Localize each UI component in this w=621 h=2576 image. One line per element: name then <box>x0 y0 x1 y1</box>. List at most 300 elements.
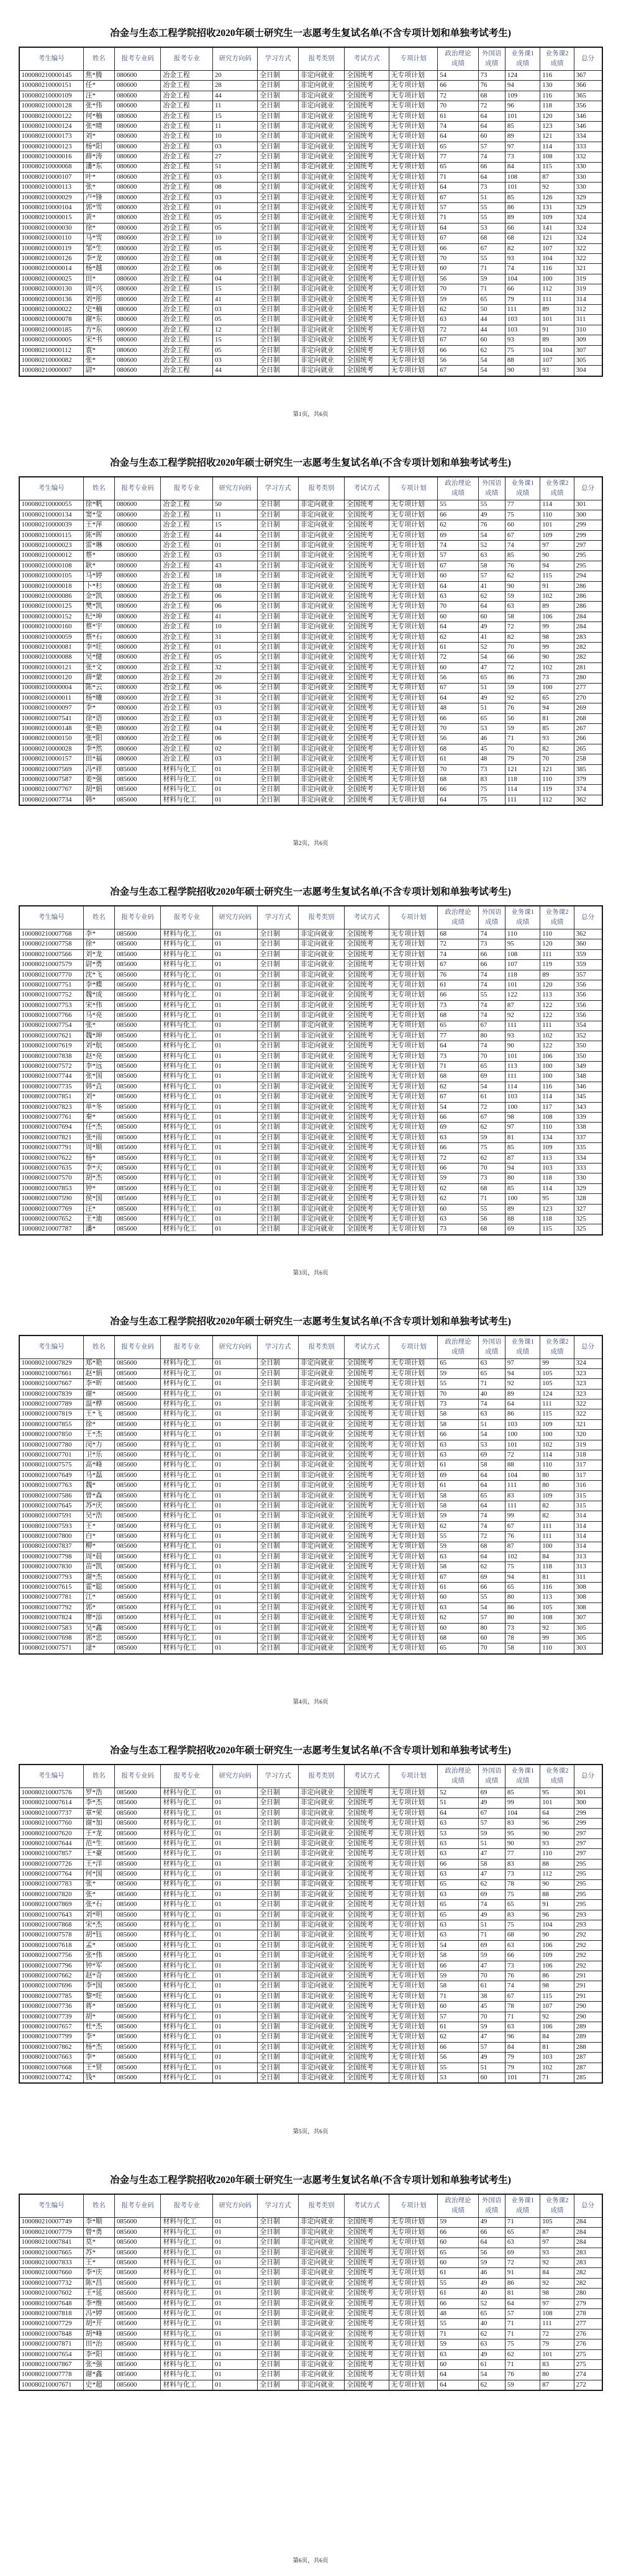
cell-language-score: 60 <box>478 335 505 345</box>
cell-total-score: 293 <box>574 1910 602 1920</box>
cell-direction-code: 15 <box>212 111 257 121</box>
cell-politics-score: 64 <box>438 223 478 233</box>
cell-total-score: 291 <box>574 1991 602 2001</box>
cell-politics-score: 77 <box>438 1031 478 1041</box>
table-row <box>19 335 602 345</box>
cell-course1-score: 71 <box>505 2329 540 2339</box>
cell-category: 非定向就业 <box>298 1869 344 1879</box>
cell-course1-score: 63 <box>505 1940 540 1950</box>
cell-course1-score: 87 <box>505 1153 540 1163</box>
table-row <box>19 355 602 365</box>
cell-direction-code: 01 <box>212 1041 257 1051</box>
cell-category: 非定向就业 <box>298 1572 344 1582</box>
cell-course2-score: 110 <box>540 1643 574 1654</box>
cell-politics-score: 63 <box>438 1450 478 1460</box>
cell-course1-score: 62 <box>505 571 540 581</box>
cell-course2-score: 92 <box>540 1623 574 1633</box>
cell-language-score: 73 <box>478 1173 505 1183</box>
cell-politics-score: 66 <box>438 1163 478 1173</box>
table-row <box>19 1470 602 1480</box>
cell-exam-mode: 全国统考 <box>345 2248 389 2257</box>
cell-direction-code: 01 <box>212 1153 257 1163</box>
cell-course2-score: 110 <box>540 1849 574 1859</box>
cell-course2-score: 104 <box>540 345 574 355</box>
cell-major: 材料与化工 <box>161 1593 213 1602</box>
cell-total-score: 319 <box>574 274 602 284</box>
cell-special-plan: 无专项计划 <box>389 1951 438 1961</box>
cell-category: 非定向就业 <box>298 1613 344 1623</box>
cell-major-code: 080600 <box>114 203 160 213</box>
cell-candidate-id: 100080210007850 <box>19 1430 84 1440</box>
cell-direction-code: 01 <box>212 1368 257 1378</box>
cell-total-score: 283 <box>574 632 602 642</box>
cell-direction-code: 31 <box>212 632 257 642</box>
cell-course1-score: 71 <box>505 2319 540 2329</box>
table-row <box>19 304 602 314</box>
cell-direction-code: 01 <box>212 1572 257 1582</box>
table-row <box>19 734 602 744</box>
cell-course1-score: 95 <box>505 939 540 949</box>
cell-major-code: 085600 <box>114 2289 160 2298</box>
cell-category: 非定向就业 <box>298 233 344 243</box>
cell-course1-score: 59 <box>505 724 540 734</box>
cell-exam-mode: 全国统考 <box>345 1204 389 1214</box>
cell-language-score: 49 <box>478 1910 505 1920</box>
cell-name: 何*国 <box>83 1869 114 1879</box>
table-row <box>19 1602 602 1612</box>
cell-total-score: 292 <box>574 1930 602 1940</box>
cell-special-plan: 无专项计划 <box>389 990 438 1000</box>
cell-direction-code: 05 <box>212 315 257 325</box>
cell-total-score: 303 <box>574 1643 602 1654</box>
cell-total-score: 305 <box>574 1623 602 1633</box>
cell-direction-code: 01 <box>212 1593 257 1602</box>
cell-language-score: 49 <box>478 622 505 632</box>
cell-major: 材料与化工 <box>161 1072 213 1082</box>
cell-study-mode: 全日制 <box>258 1021 298 1031</box>
cell-major: 材料与化工 <box>161 1389 213 1399</box>
cell-language-score: 52 <box>478 642 505 652</box>
cell-course1-score: 111 <box>505 1481 540 1491</box>
table-row <box>19 1204 602 1214</box>
cell-language-score: 74 <box>478 1511 505 1521</box>
cell-language-score: 68 <box>478 1224 505 1235</box>
cell-special-plan: 无专项计划 <box>389 2227 438 2237</box>
cell-total-score: 285 <box>574 2072 602 2083</box>
cell-special-plan: 无专项计划 <box>389 2309 438 2319</box>
cell-major: 材料与化工 <box>161 1031 213 1041</box>
cell-category: 非定向就业 <box>298 213 344 223</box>
cell-major: 冶金工程 <box>161 622 213 632</box>
cell-category: 非定向就业 <box>298 1828 344 1838</box>
cell-major-code: 085600 <box>114 2370 160 2380</box>
cell-special-plan: 无专项计划 <box>389 1798 438 1808</box>
cell-course2-score: 102 <box>540 1440 574 1450</box>
cell-course2-score: 79 <box>540 2339 574 2349</box>
cell-direction-code: 03 <box>212 355 257 365</box>
cell-course2-score: 110 <box>540 1460 574 1470</box>
cell-politics-score: 65 <box>438 1643 478 1654</box>
table-row <box>19 642 602 652</box>
cell-course1-score: 94 <box>505 1572 540 1582</box>
cell-course2-score: 100 <box>540 683 574 693</box>
cell-direction-code: 01 <box>212 1634 257 1643</box>
page-footer: 第5页，共6页 <box>292 2128 329 2135</box>
cell-major-code: 080600 <box>114 571 160 581</box>
cell-major-code: 080600 <box>114 233 160 243</box>
table-row <box>19 2289 602 2298</box>
cell-category: 非定向就业 <box>298 2359 344 2369</box>
cell-study-mode: 全日制 <box>258 2238 298 2248</box>
cell-candidate-id: 100080210000112 <box>19 345 84 355</box>
cell-exam-mode: 全国统考 <box>345 1113 389 1123</box>
table-row <box>19 1092 602 1102</box>
cell-category: 非定向就业 <box>298 1940 344 1950</box>
cell-total-score: 313 <box>574 1552 602 1561</box>
cell-candidate-id: 100080210007583 <box>19 1623 84 1633</box>
cell-candidate-id: 100080210000023 <box>19 541 84 551</box>
cell-course2-score: 102 <box>540 1031 574 1041</box>
cell-candidate-id: 100080210000039 <box>19 520 84 530</box>
cell-study-mode: 全日制 <box>258 530 298 540</box>
cell-exam-mode: 全国统考 <box>345 315 389 325</box>
cell-special-plan: 无专项计划 <box>389 1481 438 1491</box>
cell-category: 非定向就业 <box>298 724 344 734</box>
cell-course1-score: 103 <box>505 1092 540 1102</box>
cell-major-code: 085600 <box>114 939 160 949</box>
cell-course1-score: 58 <box>505 1643 540 1654</box>
cell-study-mode: 全日制 <box>258 2042 298 2052</box>
cell-course2-score: 110 <box>540 775 574 785</box>
cell-total-score: 305 <box>574 1634 602 1643</box>
cell-direction-code: 05 <box>212 213 257 223</box>
cell-course2-score: 114 <box>540 1092 574 1102</box>
table-row <box>19 1971 602 1981</box>
cell-category: 非定向就业 <box>298 653 344 662</box>
cell-course1-score: 114 <box>505 785 540 795</box>
cell-candidate-id: 100080210000068 <box>19 162 84 172</box>
cell-course2-score: 92 <box>540 2278 574 2288</box>
cell-direction-code: 02 <box>212 744 257 754</box>
cell-major: 冶金工程 <box>161 304 213 314</box>
cell-language-score: 75 <box>478 795 505 805</box>
cell-direction-code: 18 <box>212 571 257 581</box>
cell-politics-score: 57 <box>438 203 478 213</box>
cell-name: 马*雪 <box>83 233 114 243</box>
cell-category: 非定向就业 <box>298 1173 344 1183</box>
cell-course2-score: 115 <box>540 1224 574 1235</box>
cell-politics-score: 55 <box>438 1379 478 1389</box>
cell-category: 非定向就业 <box>298 2258 344 2268</box>
cell-special-plan: 无专项计划 <box>389 970 438 980</box>
cell-name: 田* <box>83 274 114 284</box>
cell-course1-score: 75 <box>505 1889 540 1899</box>
cell-language-score: 70 <box>478 2012 505 2022</box>
cell-course1-score: 78 <box>505 1879 540 1889</box>
cell-study-mode: 全日制 <box>258 1634 298 1643</box>
cell-direction-code: 01 <box>212 1808 257 1818</box>
table-row <box>19 990 602 1000</box>
cell-direction-code: 01 <box>212 939 257 949</box>
cell-name: 潘*东 <box>83 162 114 172</box>
cell-candidate-id: 100080210007645 <box>19 1501 84 1511</box>
cell-candidate-id: 100080210000018 <box>19 581 84 591</box>
cell-special-plan: 无专项计划 <box>389 1623 438 1633</box>
cell-language-score: 59 <box>478 1951 505 1961</box>
cell-course2-score: 92 <box>540 183 574 192</box>
cell-category: 非定向就业 <box>298 1123 344 1132</box>
cell-special-plan: 无专项计划 <box>389 2217 438 2227</box>
cell-study-mode: 全日制 <box>258 2309 298 2319</box>
cell-language-score: 51 <box>478 1920 505 1930</box>
cell-course1-score: 81 <box>505 1132 540 1142</box>
cell-candidate-id: 100080210007696 <box>19 1981 84 1991</box>
cell-major: 冶金工程 <box>161 243 213 253</box>
cell-total-score: 292 <box>574 1951 602 1961</box>
col-header-politics-score: 政治理论 成绩 <box>438 2194 478 2218</box>
cell-major-code: 085600 <box>114 1940 160 1950</box>
cell-total-score: 352 <box>574 1031 602 1041</box>
cell-politics-score: 68 <box>438 929 478 939</box>
cell-major-code: 080600 <box>114 754 160 764</box>
cell-study-mode: 全日制 <box>258 1951 298 1961</box>
cell-category: 非定向就业 <box>298 366 344 376</box>
cell-major-code: 085600 <box>114 1788 160 1798</box>
cell-name: 韩*垚 <box>83 1082 114 1091</box>
cell-language-score: 54 <box>478 530 505 540</box>
cell-major: 冶金工程 <box>161 213 213 223</box>
cell-special-plan: 无专项计划 <box>389 1859 438 1869</box>
cell-direction-code: 12 <box>212 325 257 335</box>
cell-special-plan: 无专项计划 <box>389 264 438 274</box>
col-header-special-plan: 专项计划 <box>389 1335 438 1359</box>
table-row <box>19 1368 602 1378</box>
cell-exam-mode: 全国统考 <box>345 622 389 632</box>
cell-major-code: 080600 <box>114 724 160 734</box>
cell-study-mode: 全日制 <box>258 284 298 294</box>
cell-language-score: 67 <box>478 1113 505 1123</box>
cell-special-plan: 无专项计划 <box>389 1643 438 1654</box>
cell-direction-code: 01 <box>212 1194 257 1204</box>
cell-candidate-id: 100080210007871 <box>19 2339 84 2349</box>
cell-exam-mode: 全国统考 <box>345 1849 389 1859</box>
cell-course1-score: 63 <box>505 2238 540 2248</box>
cell-candidate-id: 100080210007770 <box>19 970 84 980</box>
cell-major: 材料与化工 <box>161 2309 213 2319</box>
col-header-candidate-id: 考生编号 <box>19 2194 84 2218</box>
cell-exam-mode: 全国统考 <box>345 1788 389 1798</box>
cell-candidate-id: 100080210000105 <box>19 571 84 581</box>
col-header-language-score: 外国语 成绩 <box>478 1765 505 1788</box>
cell-study-mode: 全日制 <box>258 1910 298 1920</box>
cell-candidate-id: 100080210007575 <box>19 1460 84 1470</box>
cell-major: 材料与化工 <box>161 1788 213 1798</box>
cell-direction-code: 01 <box>212 1552 257 1561</box>
cell-total-score: 286 <box>574 581 602 591</box>
cell-language-score: 49 <box>478 510 505 520</box>
cell-course2-score: 93 <box>540 2248 574 2257</box>
col-header-name: 姓名 <box>83 47 114 71</box>
cell-total-score: 304 <box>574 366 602 376</box>
table-row <box>19 1102 602 1112</box>
cell-language-score: 66 <box>478 1583 505 1593</box>
cell-direction-code: 01 <box>212 1981 257 1991</box>
cell-course1-score: 96 <box>505 2032 540 2042</box>
cell-candidate-id: 100080210000028 <box>19 744 84 754</box>
cell-politics-score: 73 <box>438 1224 478 1235</box>
cell-candidate-id: 100080210007643 <box>19 1910 84 1920</box>
cell-name: 郭*雪 <box>83 203 114 213</box>
cell-major-code: 080600 <box>114 274 160 284</box>
cell-name: 刘*龙 <box>83 949 114 959</box>
cell-special-plan: 无专项计划 <box>389 2012 438 2022</box>
cell-exam-mode: 全国统考 <box>345 213 389 223</box>
cell-major-code: 085600 <box>114 1143 160 1153</box>
cell-course2-score: 98 <box>540 632 574 642</box>
cell-major-code: 080600 <box>114 121 160 131</box>
cell-special-plan: 无专项计划 <box>389 1869 438 1879</box>
cell-language-score: 76 <box>478 520 505 530</box>
cell-name: 李* <box>83 929 114 939</box>
cell-exam-mode: 全国统考 <box>345 970 389 980</box>
cell-study-mode: 全日制 <box>258 2298 298 2308</box>
cell-candidate-id: 100080210007657 <box>19 2022 84 2031</box>
cell-category: 非定向就业 <box>298 2278 344 2288</box>
cell-study-mode: 全日制 <box>258 500 298 510</box>
cell-category: 非定向就业 <box>298 581 344 591</box>
cell-total-score: 314 <box>574 1532 602 1542</box>
table-row <box>19 1951 602 1961</box>
cell-major-code: 080600 <box>114 622 160 632</box>
table-row <box>19 162 602 172</box>
cell-politics-score: 61 <box>438 2289 478 2298</box>
cell-candidate-id: 100080210007837 <box>19 1542 84 1552</box>
cell-exam-mode: 全国统考 <box>345 1971 389 1981</box>
cell-special-plan: 无专项计划 <box>389 1011 438 1021</box>
cell-major-code: 085600 <box>114 2238 160 2248</box>
cell-language-score: 68 <box>478 1542 505 1552</box>
cell-course2-score: 102 <box>540 592 574 602</box>
cell-study-mode: 全日制 <box>258 1532 298 1542</box>
cell-major: 材料与化工 <box>161 1552 213 1561</box>
table-row <box>19 1859 602 1869</box>
cell-special-plan: 无专项计划 <box>389 2329 438 2339</box>
document-title: 冶金与生态工程学院招收2020年硕士研究生一志愿考生复试名单(不含专项计划和单独考试考生) <box>110 2174 511 2185</box>
cell-language-score: 59 <box>478 2258 505 2268</box>
cell-special-plan: 无专项计划 <box>389 243 438 253</box>
cell-category: 非定向就业 <box>298 1501 344 1511</box>
cell-direction-code: 15 <box>212 335 257 345</box>
cell-direction-code: 03 <box>212 304 257 314</box>
cell-candidate-id: 100080210007780 <box>19 1440 84 1450</box>
cell-total-score: 292 <box>574 1940 602 1950</box>
cell-exam-mode: 全国统考 <box>345 101 389 111</box>
cell-total-score: 280 <box>574 2289 602 2298</box>
cell-language-score: 74 <box>478 1900 505 1910</box>
cell-total-score: 282 <box>574 2268 602 2278</box>
cell-study-mode: 全日制 <box>258 1082 298 1091</box>
cell-special-plan: 无专项计划 <box>389 561 438 571</box>
cell-course2-score: 108 <box>540 152 574 162</box>
cell-study-mode: 全日制 <box>258 754 298 764</box>
cell-course1-score: 104 <box>505 1470 540 1480</box>
cell-category: 非定向就业 <box>298 1511 344 1521</box>
cell-course1-score: 111 <box>505 304 540 314</box>
cell-politics-score: 61 <box>438 1583 478 1593</box>
cell-course2-score: 84 <box>540 2032 574 2042</box>
cell-total-score: 315 <box>574 1491 602 1501</box>
cell-candidate-id: 100080210007830 <box>19 1562 84 1572</box>
cell-major: 材料与化工 <box>161 1613 213 1623</box>
cell-category: 非定向就业 <box>298 1961 344 1971</box>
page-footer: 第2页，共6页 <box>292 841 329 847</box>
cell-major-code: 085600 <box>114 2002 160 2012</box>
cell-category: 非定向就业 <box>298 970 344 980</box>
cell-category: 非定向就业 <box>298 2022 344 2031</box>
table-row <box>19 1224 602 1235</box>
cell-name: 周*顺 <box>83 1143 114 1153</box>
cell-exam-mode: 全国统考 <box>345 1389 389 1399</box>
col-header-total-score: 总分 <box>574 477 602 500</box>
col-header-name: 姓名 <box>83 1765 114 1788</box>
cell-course2-score: 141 <box>540 223 574 233</box>
cell-special-plan: 无专项计划 <box>389 642 438 652</box>
cell-name: 张* <box>83 1021 114 1031</box>
cell-major: 材料与化工 <box>161 1889 213 1899</box>
cell-name: 李*昕 <box>83 1379 114 1389</box>
cell-study-mode: 全日制 <box>258 2002 298 2012</box>
cell-direction-code: 01 <box>212 764 257 774</box>
cell-exam-mode: 全国统考 <box>345 2380 389 2390</box>
cell-course2-score: 111 <box>540 1521 574 1531</box>
cell-direction-code: 01 <box>212 1643 257 1654</box>
cell-study-mode: 全日制 <box>258 2359 298 2369</box>
cell-special-plan: 无专项计划 <box>389 1828 438 1838</box>
cell-major: 材料与化工 <box>161 1859 213 1869</box>
cell-major: 材料与化工 <box>161 2268 213 2278</box>
cell-special-plan: 无专项计划 <box>389 2072 438 2083</box>
cell-course2-score: 98 <box>540 1981 574 1991</box>
cell-name: 薛*蒙 <box>83 673 114 683</box>
table-row <box>19 622 602 632</box>
cell-total-score: 322 <box>574 243 602 253</box>
cell-exam-mode: 全国统考 <box>345 1000 389 1010</box>
table-row <box>19 172 602 182</box>
cell-total-score: 294 <box>574 571 602 581</box>
cell-course1-score: 121 <box>505 764 540 774</box>
cell-study-mode: 全日制 <box>258 960 298 970</box>
cell-category: 非定向就业 <box>298 2289 344 2298</box>
cell-politics-score: 61 <box>438 1460 478 1470</box>
cell-total-score: 297 <box>574 1828 602 1838</box>
cell-total-score: 295 <box>574 1869 602 1879</box>
table-row <box>19 1430 602 1440</box>
cell-total-score: 318 <box>574 1450 602 1460</box>
table-row <box>19 264 602 274</box>
table-row <box>19 1481 602 1491</box>
table-row <box>19 632 602 642</box>
cell-language-score: 65 <box>478 713 505 723</box>
cell-name: 胡*钰 <box>83 1930 114 1940</box>
cell-total-score: 283 <box>574 2258 602 2268</box>
cell-course2-score: 116 <box>540 1082 574 1091</box>
table-row <box>19 1419 602 1429</box>
cell-name: 莫* <box>83 2238 114 2248</box>
cell-study-mode: 全日制 <box>258 1481 298 1491</box>
cell-course1-score: 75 <box>505 510 540 520</box>
cell-course2-score: 97 <box>540 541 574 551</box>
cell-name: 魏*成 <box>83 990 114 1000</box>
